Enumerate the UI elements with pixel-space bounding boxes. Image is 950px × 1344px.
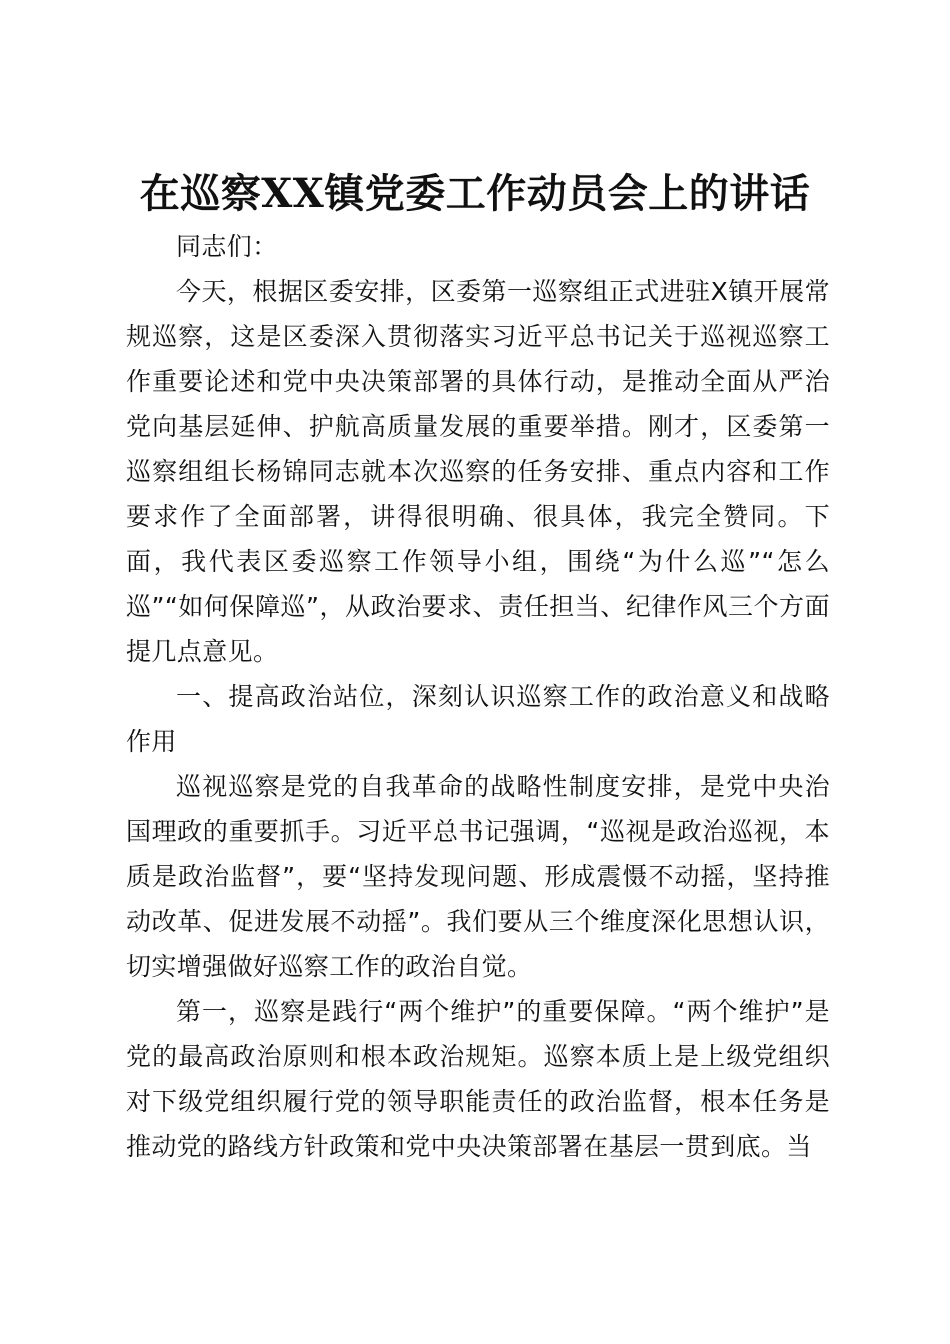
paragraph-point-1: 第一，巡察是践行“两个维护”的重要保障。“两个维护”是党的最高政治原则和根本政治规矩。巡察本质上是上级党组织对下级党组织履行党的领导职能责任的政治监督，根本任务是推动党的路线方针政策和党中央决策部署在基层一贯到底。当 <box>126 997 830 1161</box>
document-body <box>126 224 830 1169</box>
document-title: 在巡察XX镇党委工作动员会上的讲话 <box>139 170 811 217</box>
salutation: 同志们： <box>176 232 278 261</box>
section-heading-1: 一、提高政治站位，深刻认识巡察工作的政治意义和战略作用 <box>126 682 830 756</box>
paragraph-intro: 今天，根据区委安排，区委第一巡察组正式进驻X镇开展常规巡察，这是区委深入贯彻落实习近平总书记关于巡视巡察工作重要论述和党中央决策部署的具体行动，是推动全面从严治党向基层延伸、护航高质量发展的重要举措。刚才，区委第一巡察组组长杨锦同志就本次巡察的任务安排、重点内容和工作要求作了全面部署，讲得很明确、很具体，我完全赞同。下面，我代表区委巡察工作领导小组，围绕“为什么巡”“怎么巡”“如何保障巡”，从政治要求、责任担当、纪律作风三个方面提几点意见。 <box>126 277 830 666</box>
paragraph-section-1: 巡视巡察是党的自我革命的战略性制度安排，是党中央治国理政的重要抓手。习近平总书记强调，“巡视是政治巡视，本质是政治监督”，要“坚持发现问题、形成震慑不动摇，坚持推动改革、促进发展不动摇”。我们要从三个维度深化思想认识，切实增强做好巡察工作的政治自觉。 <box>126 772 830 981</box>
